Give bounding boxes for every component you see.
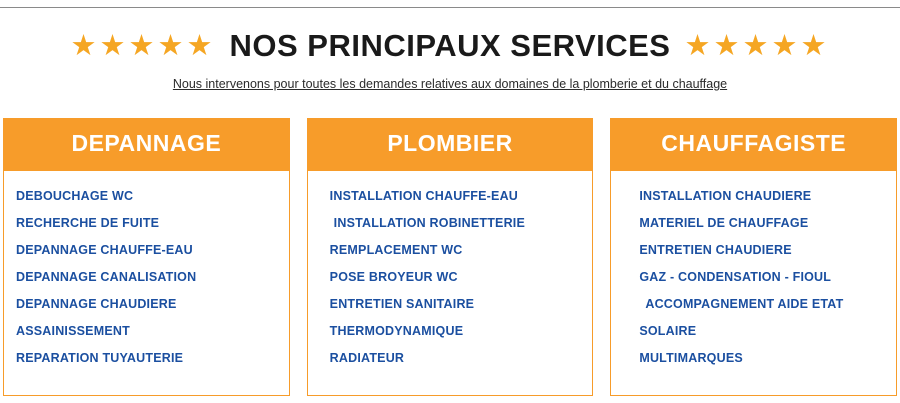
stars-left-icon: ★★★★★ — [70, 29, 216, 62]
column-title-plombier: PLOMBIER — [307, 118, 594, 171]
list-item[interactable]: ASSAINISSEMENT — [16, 324, 130, 338]
stars-right-icon: ★★★★★ — [684, 29, 830, 62]
list-item[interactable]: REMPLACEMENT WC — [329, 243, 463, 257]
page-subtitle: Nous intervenons pour toutes les demandes relatives aux domaines de la plomberie et du chauffage — [172, 77, 728, 91]
list-item[interactable]: GAZ - CONDENSATION - FIOUL — [639, 270, 832, 284]
list-item[interactable]: REPARATION TUYAUTERIE — [16, 351, 184, 365]
list-item[interactable]: MATERIEL DE CHAUFFAGE — [639, 216, 809, 230]
list-item[interactable]: DEPANNAGE CHAUDIERE — [16, 297, 177, 311]
column-title-chauffagiste: CHAUFFAGISTE — [610, 118, 897, 171]
column-items-chauffagiste — [610, 171, 897, 396]
service-column-plombier — [307, 118, 594, 396]
list-item[interactable]: DEBOUCHAGE WC — [16, 189, 134, 203]
service-column-chauffagiste — [610, 118, 897, 396]
list-item[interactable]: INSTALLATION ROBINETTERIE — [333, 216, 526, 230]
bottom-crop-mask — [0, 396, 900, 403]
service-columns — [0, 118, 900, 396]
title-row — [0, 28, 900, 64]
list-item[interactable]: RADIATEUR — [329, 351, 405, 365]
top-divider — [0, 7, 900, 8]
list-item[interactable]: ENTRETIEN SANITAIRE — [329, 297, 475, 311]
service-column-depannage — [3, 118, 290, 396]
column-items-depannage — [3, 171, 290, 396]
list-item[interactable]: RECHERCHE DE FUITE — [16, 216, 160, 230]
list-item[interactable]: DEPANNAGE CHAUFFE-EAU — [16, 243, 193, 257]
page-title: NOS PRINCIPAUX SERVICES — [229, 28, 671, 63]
list-item[interactable]: THERMODYNAMIQUE — [329, 324, 464, 338]
list-item[interactable]: INSTALLATION CHAUDIERE — [639, 189, 812, 203]
list-item[interactable]: DEPANNAGE CANALISATION — [16, 270, 197, 284]
column-title-depannage: DEPANNAGE — [3, 118, 290, 171]
list-item[interactable]: INSTALLATION CHAUFFE-EAU — [329, 189, 519, 203]
list-item[interactable]: SOLAIRE — [639, 324, 697, 338]
list-item[interactable]: ENTRETIEN CHAUDIERE — [639, 243, 792, 257]
list-item[interactable]: MULTIMARQUES — [639, 351, 743, 365]
list-item[interactable]: POSE BROYEUR WC — [329, 270, 458, 284]
list-item[interactable]: ACCOMPAGNEMENT AIDE ETAT — [645, 297, 844, 311]
page-header — [0, 28, 900, 91]
column-items-plombier — [307, 171, 594, 396]
